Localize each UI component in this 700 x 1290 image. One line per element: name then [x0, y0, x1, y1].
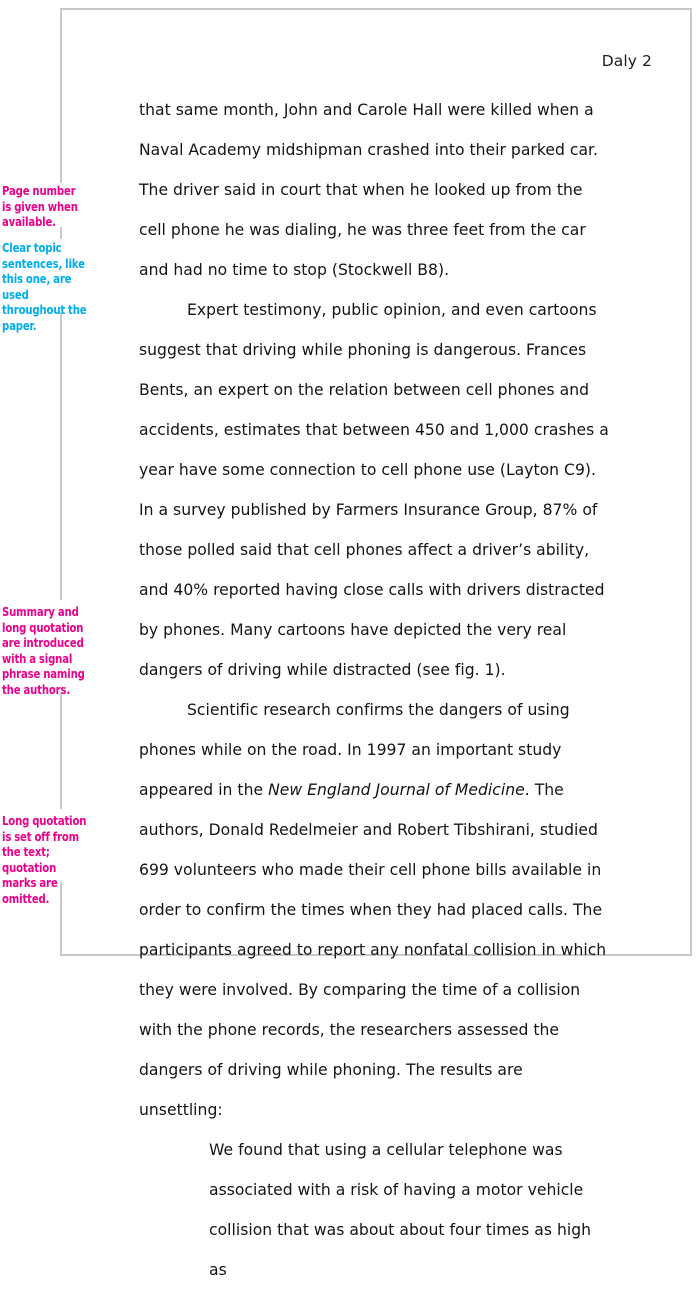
annotation-long-quotation: Long quotation is set off from the text; quotation marks are omitted.: [2, 814, 87, 906]
margin-rule-segment-1: [60, 8, 62, 183]
paragraph-3: [139, 690, 609, 1130]
journal-title-italic: New England Journal of Medicine: [268, 781, 525, 799]
margin-rule-segment-4: [60, 692, 62, 809]
block-quotation: We found that using a cellular telephone was associated with a risk of having a motor vehicle collision that was about about four times as high as: [209, 1141, 592, 1279]
paragraph-3-text-after: . The authors, Donald Redelmeier and Robert Tibshirani, studied 699 volunteers who made their cell phone bills available in order to confirm the times when they had placed calls. The participants agreed to report any nonfatal collision in which they were involved. By comparing the time of a collision with the phone records, the researchers assessed the dangers of driving while phoning. The results are unsettling:: [139, 781, 607, 1119]
body-text-column: [139, 90, 609, 1290]
paragraph-1: that same month, John and Carole Hall were killed when a Naval Academy midshipman crashed into their parked car. The driver said in court that when he looked up from the cell phone he was dialing, he was three feet from the car and had no time to stop (Stockwell B8).: [139, 101, 598, 279]
paper-sheet: [61, 8, 692, 1279]
annotation-signal-phrase: Summary and long quotation are introduced with a signal phrase naming the authors.: [2, 605, 85, 697]
paragraph-2: Expert testimony, public opinion, and even cartoons suggest that driving while phoning is dangerous. Frances Bents, an expert on the relation between cell phones and accidents, estimates that between 450 and 1,000 crashes a year have some connection to cell phone use (Layton C9). In a survey published by Farmers Insurance Group, 87% of those polled said that cell phones affect a driver’s ability, and 40% reported having close calls with drivers distracted by phones. Many cartoons have depicted the very real dangers of driving while distracted (see fig. 1).: [139, 301, 609, 679]
running-head: Daly 2: [601, 52, 652, 70]
annotation-topic-sentences: Clear topic sentences, like this one, are used throughout the paper.: [2, 241, 87, 333]
annotation-page-number: Page number is given when available.: [2, 184, 78, 230]
margin-rule-segment-3: [60, 312, 62, 600]
paragraph-3-text-before: Scientific research confirms the dangers of using phones while on the road. In 1997 an important study appeared in the: [139, 701, 570, 799]
